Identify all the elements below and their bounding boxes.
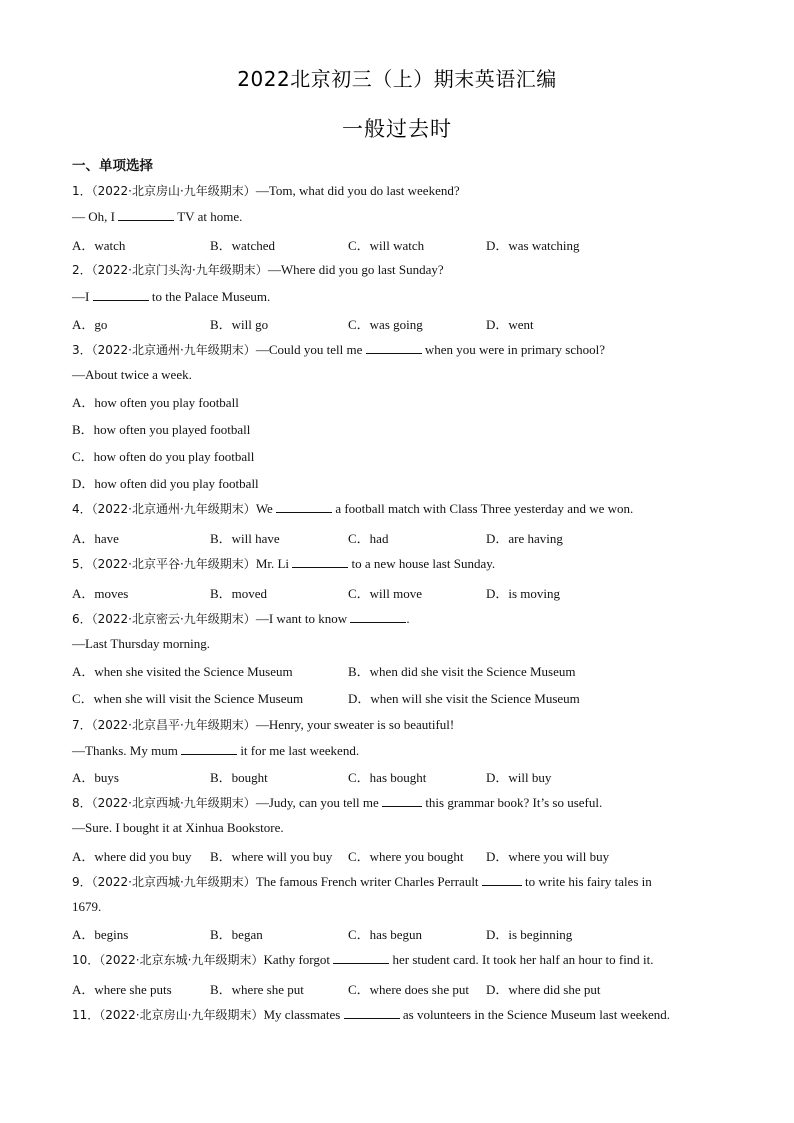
- option-a[interactable]: A．have: [72, 531, 119, 546]
- option-d[interactable]: D．how often did you play football: [72, 476, 259, 491]
- dialog-text: it for me last weekend.: [240, 743, 360, 758]
- option-a[interactable]: A．go: [72, 317, 108, 332]
- question-stem: —I want to know: [255, 611, 348, 626]
- option-c[interactable]: C．where you bought: [348, 849, 464, 864]
- option-d[interactable]: D．where did she put: [486, 982, 601, 997]
- option-d[interactable]: D．are having: [486, 531, 563, 546]
- answer-blank: [276, 500, 332, 513]
- question-4: [72, 500, 633, 517]
- question-stem: this grammar book? It’s so useful.: [425, 795, 603, 810]
- question-stem: to write his fairy tales in: [525, 874, 652, 889]
- question-7-line2: [72, 742, 359, 759]
- question-stem: —Tom, what did you do last weekend?: [255, 183, 460, 198]
- option-b[interactable]: B．began: [210, 927, 263, 942]
- question-stem: The famous French writer Charles Perrault: [255, 874, 479, 889]
- question-source: 1．（2022·北京房山·九年级期末）: [72, 184, 256, 198]
- answer-blank: [482, 873, 522, 886]
- answer-blank: [118, 208, 174, 221]
- option-a[interactable]: A．begins: [72, 927, 129, 942]
- dialog-text: TV at home.: [177, 209, 243, 224]
- answer-blank: [350, 610, 406, 623]
- question-stem: Mr. Li: [255, 556, 290, 571]
- option-a[interactable]: A．watch: [72, 238, 126, 253]
- question-10: [72, 951, 654, 968]
- question-9: [72, 873, 652, 890]
- option-b[interactable]: B．when did she visit the Science Museum: [348, 664, 576, 679]
- question-source: 9．（2022·北京西城·九年级期末）: [72, 875, 256, 889]
- option-d[interactable]: D．where you will buy: [486, 849, 610, 864]
- question-2-line2: [72, 288, 270, 305]
- question-source: 10．（2022·北京东城·九年级期末）: [72, 953, 264, 967]
- question-3: [72, 341, 605, 358]
- page-subtitle: 一般过去时: [342, 117, 452, 141]
- question-stem: —Could you tell me: [255, 342, 363, 357]
- question-8: [72, 794, 602, 811]
- dialog-text: —I: [72, 289, 90, 304]
- option-c[interactable]: C．was going: [348, 317, 423, 332]
- dialog-text: —Thanks. My mum: [72, 743, 178, 758]
- question-1: [72, 182, 460, 199]
- question-stem: to a new house last Sunday.: [351, 556, 496, 571]
- question-stem: —Where did you go last Sunday?: [267, 262, 444, 277]
- dialog-text: — Oh, I: [72, 209, 115, 224]
- option-b[interactable]: B．will have: [210, 531, 280, 546]
- question-stem: Kathy forgot: [263, 952, 331, 967]
- question-3-line2: —About twice a week.: [72, 367, 192, 382]
- option-d[interactable]: D．is beginning: [486, 927, 573, 942]
- option-c[interactable]: C．has begun: [348, 927, 423, 942]
- question-stem: —Henry, your sweater is so beautiful!: [255, 717, 455, 732]
- option-d[interactable]: D．is moving: [486, 586, 561, 601]
- option-c[interactable]: C．how often do you play football: [72, 449, 255, 464]
- option-c[interactable]: C．had: [348, 531, 389, 546]
- question-stem: We: [255, 501, 273, 516]
- option-a[interactable]: A．how often you play football: [72, 395, 239, 410]
- question-2: [72, 261, 444, 278]
- question-stem: —Judy, can you tell me: [255, 795, 379, 810]
- question-source: 3．（2022·北京通州·九年级期末）: [72, 343, 256, 357]
- question-source: 11．（2022·北京房山·九年级期末）: [72, 1008, 264, 1022]
- option-c[interactable]: C．where does she put: [348, 982, 469, 997]
- option-a[interactable]: A．moves: [72, 586, 129, 601]
- answer-blank: [366, 341, 422, 354]
- option-b[interactable]: B．how often you played football: [72, 422, 251, 437]
- question-5: [72, 555, 495, 572]
- question-6: [72, 610, 410, 627]
- answer-blank: [181, 742, 237, 755]
- question-source: 7．（2022·北京昌平·九年级期末）: [72, 718, 256, 732]
- question-1-line2: [72, 208, 242, 225]
- answer-blank: [93, 288, 149, 301]
- dialog-text: to the Palace Museum.: [151, 289, 271, 304]
- question-source: 2．（2022·北京门头沟·九年级期末）: [72, 263, 268, 277]
- question-8-line2: —Sure. I bought it at Xinhua Bookstore.: [72, 820, 284, 835]
- answer-blank: [382, 794, 422, 807]
- option-b[interactable]: B．watched: [210, 238, 275, 253]
- question-7: [72, 716, 454, 733]
- answer-blank: [292, 555, 348, 568]
- question-stem: My classmates: [263, 1007, 341, 1022]
- option-b[interactable]: B．will go: [210, 317, 269, 332]
- option-a[interactable]: A．where did you buy: [72, 849, 192, 864]
- question-6-line2: —Last Thursday morning.: [72, 636, 211, 651]
- option-a[interactable]: A．when she visited the Science Museum: [72, 664, 293, 679]
- question-stem: her student card. It took her half an hour to find it.: [392, 952, 654, 967]
- option-a[interactable]: A．buys: [72, 770, 119, 785]
- question-source: 6．（2022·北京密云·九年级期末）: [72, 612, 256, 626]
- question-source: 4．（2022·北京通州·九年级期末）: [72, 502, 256, 516]
- question-source: 5．（2022·北京平谷·九年级期末）: [72, 557, 256, 571]
- question-9-line2: 1679.: [72, 899, 102, 914]
- answer-blank: [333, 951, 389, 964]
- option-d[interactable]: D．went: [486, 317, 534, 332]
- option-d[interactable]: D．will buy: [486, 770, 552, 785]
- option-b[interactable]: B．bought: [210, 770, 268, 785]
- question-stem: when you were in primary school?: [424, 342, 605, 357]
- option-b[interactable]: B．moved: [210, 586, 268, 601]
- question-11: [72, 1006, 670, 1023]
- option-c[interactable]: C．will move: [348, 586, 423, 601]
- option-a[interactable]: A．where she puts: [72, 982, 172, 997]
- section-heading: 一、单项选择: [72, 158, 153, 174]
- option-c[interactable]: C．when she will visit the Science Museum: [72, 691, 304, 706]
- option-d[interactable]: D．when will she visit the Science Museum: [348, 691, 580, 706]
- option-c[interactable]: C．has bought: [348, 770, 427, 785]
- question-stem: a football match with Class Three yesterday and we won.: [335, 501, 634, 516]
- question-stem: as volunteers in the Science Museum last weekend.: [402, 1007, 671, 1022]
- option-c[interactable]: C．will watch: [348, 238, 425, 253]
- option-b[interactable]: B．where she put: [210, 982, 304, 997]
- page-title: 2022北京初三（上）期末英语汇编: [237, 67, 557, 91]
- answer-blank: [344, 1006, 400, 1019]
- question-source: 8．（2022·北京西城·九年级期末）: [72, 796, 256, 810]
- option-b[interactable]: B．where will you buy: [210, 849, 333, 864]
- option-d[interactable]: D．was watching: [486, 238, 580, 253]
- question-stem: .: [406, 611, 410, 626]
